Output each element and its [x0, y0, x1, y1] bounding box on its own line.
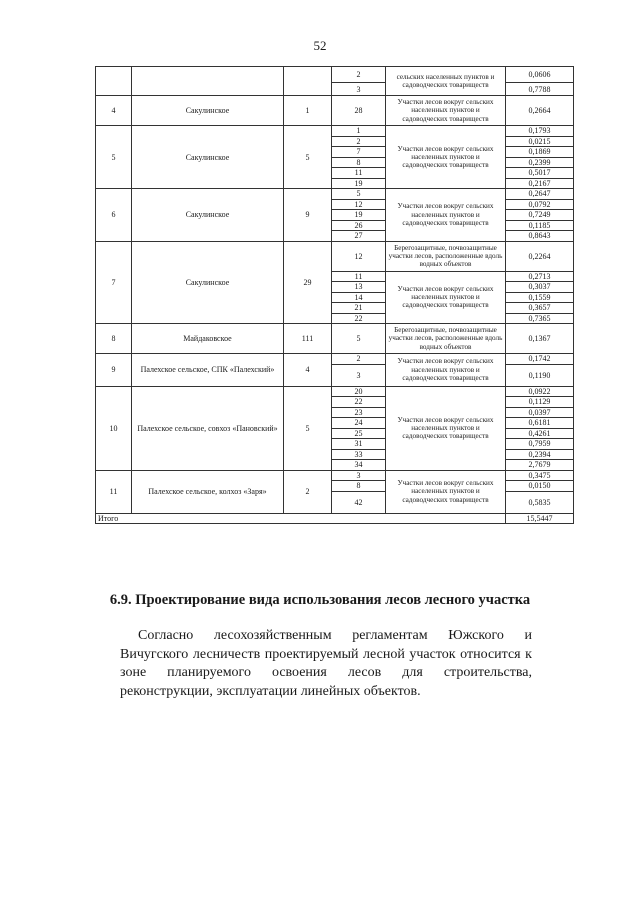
area-cell: 0,7959: [506, 439, 574, 450]
table-row: [96, 96, 574, 126]
area-cell: 0,1185: [506, 220, 574, 231]
vydel-cell: 22: [332, 313, 386, 324]
table-row: [96, 67, 574, 83]
body-paragraph: Согласно лесохозяйственным регламентам Южского и Вичугского лесничеств проектируемый лесной участок относится к зоне планируемого освоения лесов для строительства, реконструкции, эксплуатации линейных объектов.: [120, 628, 532, 699]
vydel-cell: 27: [332, 231, 386, 242]
vydel-cell: 19: [332, 210, 386, 221]
vydel-cell: 23: [332, 407, 386, 418]
kvartal-cell: [284, 67, 332, 96]
category-cell: сельских населенных пунктов и садоводческих товариществ: [386, 67, 506, 96]
area-cell: 0,0215: [506, 136, 574, 147]
vydel-cell: 26: [332, 220, 386, 231]
area-cell: 0,1742: [506, 354, 574, 365]
vydel-cell: 3: [332, 83, 386, 96]
vydel-cell: 5: [332, 324, 386, 354]
vydel-cell: 3: [332, 364, 386, 386]
area-cell: 0,0150: [506, 481, 574, 492]
vydel-cell: 13: [332, 282, 386, 293]
table-row: [96, 386, 574, 397]
vydel-cell: 34: [332, 460, 386, 471]
category-cell: Участки лесов вокруг сельских населенных пунктов и садоводческих товариществ: [386, 386, 506, 470]
forestry-cell: Сакулинское: [132, 241, 284, 324]
vydel-cell: 5: [332, 189, 386, 200]
kvartal-cell: 2: [284, 470, 332, 513]
vydel-cell: 24: [332, 418, 386, 429]
vydel-cell: 31: [332, 439, 386, 450]
area-cell: 0,0792: [506, 199, 574, 210]
vydel-cell: 25: [332, 428, 386, 439]
total-label: Итого: [96, 513, 506, 523]
vydel-cell: 22: [332, 397, 386, 408]
area-cell: 0,2167: [506, 178, 574, 189]
table-row: [96, 324, 574, 354]
forestry-cell: Палехское сельское, колхоз «Заря»: [132, 470, 284, 513]
area-cell: 0,7788: [506, 83, 574, 96]
row-number-cell: 9: [96, 354, 132, 387]
table-row: [96, 189, 574, 200]
row-number-cell: [96, 67, 132, 96]
forest-plots-table: [95, 66, 574, 524]
row-number-cell: 6: [96, 189, 132, 242]
area-cell: 0,0606: [506, 67, 574, 83]
area-cell: 0,7249: [506, 210, 574, 221]
vydel-cell: 8: [332, 157, 386, 168]
vydel-cell: 20: [332, 386, 386, 397]
forestry-cell: [132, 67, 284, 96]
category-cell: Участки лесов вокруг сельских населенных пунктов и садоводческих товариществ: [386, 470, 506, 513]
row-number-cell: 8: [96, 324, 132, 354]
area-cell: 0,3475: [506, 470, 574, 481]
area-cell: 0,5835: [506, 491, 574, 513]
kvartal-cell: 5: [284, 386, 332, 470]
forestry-cell: Майдаковское: [132, 324, 284, 354]
category-cell: Берегозащитные, почвозащитные участки лесов, расположенные вдоль водных объектов: [386, 324, 506, 354]
kvartal-cell: 4: [284, 354, 332, 387]
row-number-cell: 7: [96, 241, 132, 324]
table-row: [96, 126, 574, 137]
category-cell: Участки лесов вокруг сельских населенных пунктов и садоводческих товариществ: [386, 126, 506, 189]
area-cell: 0,3037: [506, 282, 574, 293]
area-cell: 0,3657: [506, 303, 574, 314]
area-cell: 0,0397: [506, 407, 574, 418]
category-cell: Участки лесов вокруг сельских населенных пунктов и садоводческих товариществ: [386, 189, 506, 242]
section-title: 6.9. Проектирование вида использования лесов лесного участка: [109, 592, 531, 608]
vydel-cell: 28: [332, 96, 386, 126]
area-cell: 0,1793: [506, 126, 574, 137]
vydel-cell: 2: [332, 67, 386, 83]
table-row: [96, 354, 574, 365]
category-cell: Берегозащитные, почвозащитные участки лесов, расположенные вдоль водных объектов: [386, 241, 506, 271]
area-cell: 0,0922: [506, 386, 574, 397]
vydel-cell: 3: [332, 470, 386, 481]
vydel-cell: 11: [332, 168, 386, 179]
vydel-cell: 2: [332, 136, 386, 147]
forestry-cell: Палехское сельское, совхоз «Пановский»: [132, 386, 284, 470]
area-cell: 0,2394: [506, 449, 574, 460]
row-number-cell: 10: [96, 386, 132, 470]
vydel-cell: 21: [332, 303, 386, 314]
vydel-cell: 12: [332, 241, 386, 271]
vydel-cell: 33: [332, 449, 386, 460]
area-cell: 0,2713: [506, 271, 574, 282]
vydel-cell: 8: [332, 481, 386, 492]
kvartal-cell: 5: [284, 126, 332, 189]
row-number-cell: 4: [96, 96, 132, 126]
vydel-cell: 1: [332, 126, 386, 137]
vydel-cell: 2: [332, 354, 386, 365]
vydel-cell: 12: [332, 199, 386, 210]
table-row: [96, 470, 574, 481]
category-cell: Участки лесов вокруг сельских населенных пунктов и садоводческих товариществ: [386, 271, 506, 324]
total-row: [96, 513, 574, 523]
area-cell: 0,1869: [506, 147, 574, 158]
area-cell: 2,7679: [506, 460, 574, 471]
kvartal-cell: 111: [284, 324, 332, 354]
area-cell: 0,2647: [506, 189, 574, 200]
category-cell: Участки лесов вокруг сельских населенных пунктов и садоводческих товариществ: [386, 96, 506, 126]
vydel-cell: 19: [332, 178, 386, 189]
area-cell: 0,1367: [506, 324, 574, 354]
area-cell: 0,4261: [506, 428, 574, 439]
area-cell: 0,6181: [506, 418, 574, 429]
area-cell: 0,2399: [506, 157, 574, 168]
forestry-cell: Сакулинское: [132, 189, 284, 242]
total-value: 15,5447: [506, 513, 574, 523]
row-number-cell: 11: [96, 470, 132, 513]
category-cell: Участки лесов вокруг сельских населенных пунктов и садоводческих товариществ: [386, 354, 506, 387]
area-cell: 0,1559: [506, 292, 574, 303]
forestry-cell: Сакулинское: [132, 96, 284, 126]
kvartal-cell: 9: [284, 189, 332, 242]
area-cell: 0,2264: [506, 241, 574, 271]
vydel-cell: 42: [332, 491, 386, 513]
area-cell: 0,1190: [506, 364, 574, 386]
vydel-cell: 7: [332, 147, 386, 158]
vydel-cell: 14: [332, 292, 386, 303]
kvartal-cell: 1: [284, 96, 332, 126]
area-cell: 0,1129: [506, 397, 574, 408]
area-cell: 0,2664: [506, 96, 574, 126]
area-cell: 0,8643: [506, 231, 574, 242]
row-number-cell: 5: [96, 126, 132, 189]
forestry-cell: Сакулинское: [132, 126, 284, 189]
forestry-cell: Палехское сельское, СПК «Палехский»: [132, 354, 284, 387]
area-cell: 0,7365: [506, 313, 574, 324]
page-number: 52: [313, 38, 327, 53]
vydel-cell: 11: [332, 271, 386, 282]
table-row: [96, 241, 574, 271]
area-cell: 0,5017: [506, 168, 574, 179]
kvartal-cell: 29: [284, 241, 332, 324]
